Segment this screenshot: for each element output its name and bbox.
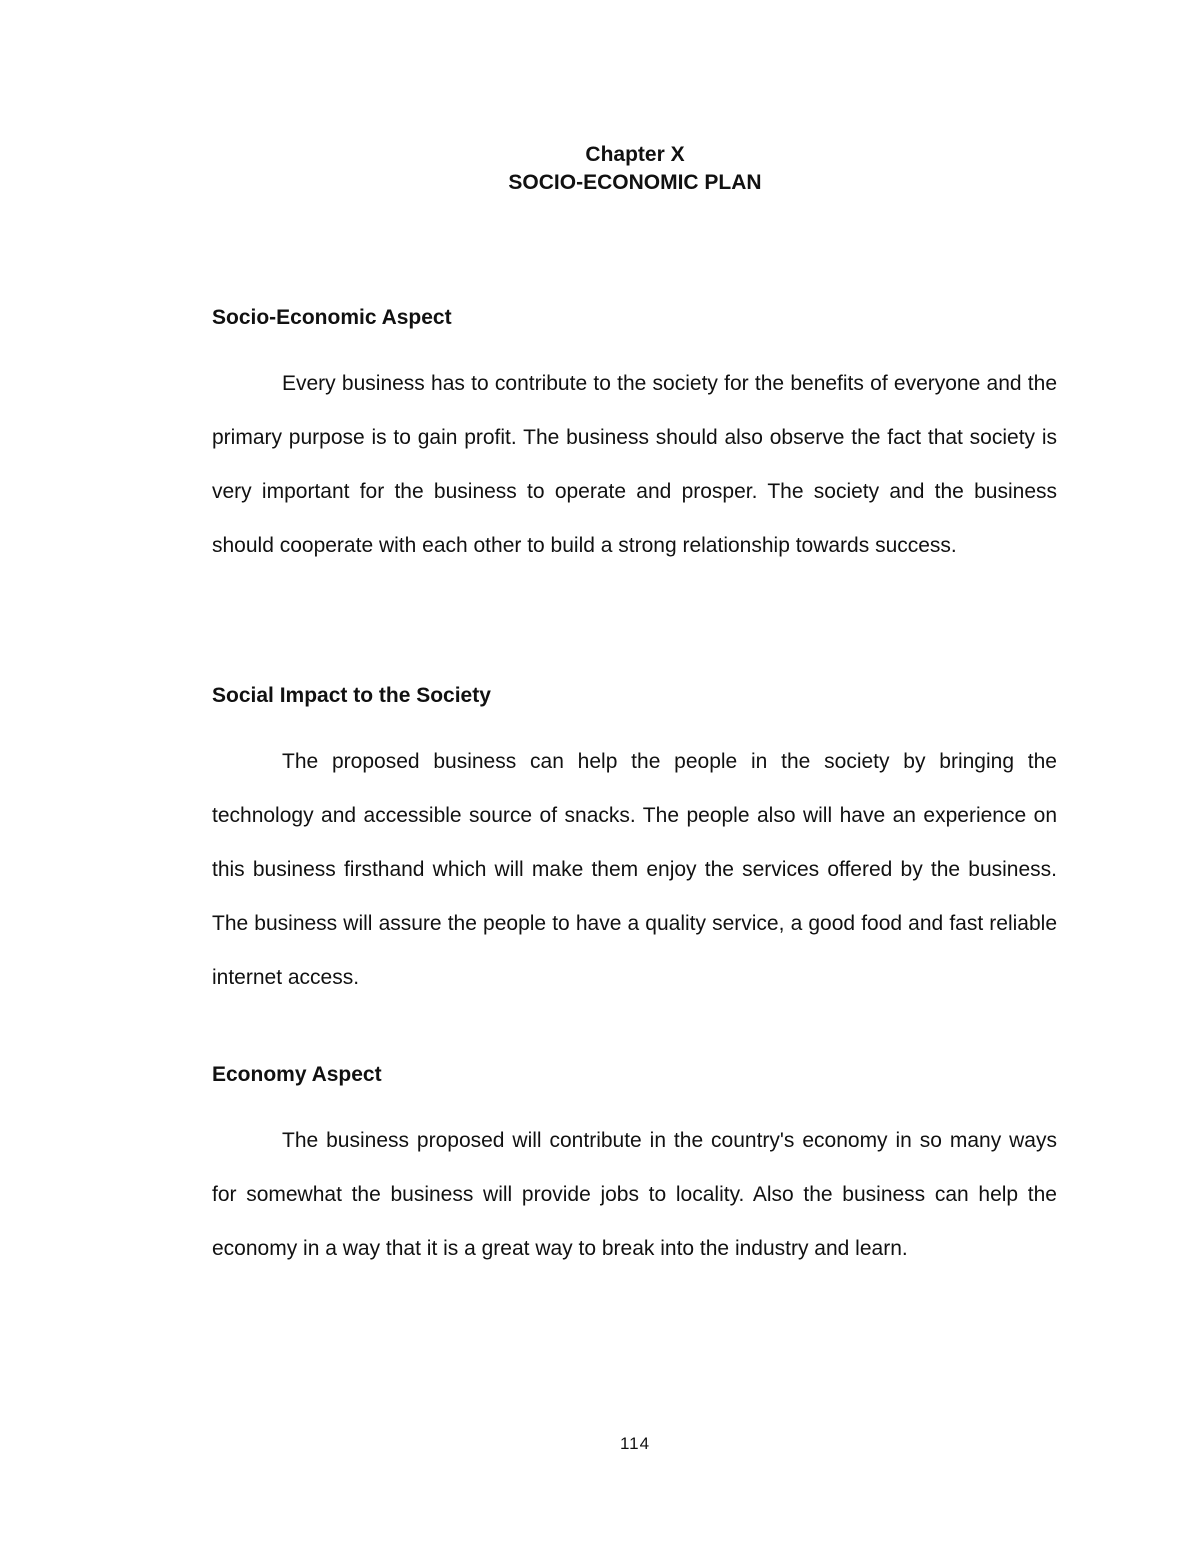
section-body: The proposed business can help the people in the society by bringing the technology and accessible source of snacks. The people also will have an experience on this business firsthand which will make them enjoy the services offered by the business. The business will assure the people to have a quality service, a good food and fast reliable internet access. — [212, 750, 1057, 989]
chapter-title: SOCIO-ECONOMIC PLAN — [508, 171, 762, 194]
chapter-heading — [0, 141, 1200, 197]
section-title: Social Impact to the Society — [212, 684, 491, 707]
section-body: The business proposed will contribute in the country's economy in so many ways for somewhat the business will provide jobs to locality. Also the business can help the economy in a way that it is a great way to break into the industry and learn. — [212, 1129, 1057, 1260]
section-title: Socio-Economic Aspect — [212, 306, 452, 329]
section-socio-economic-aspect — [212, 303, 1057, 573]
section-social-impact — [212, 681, 1057, 1005]
section-title: Economy Aspect — [212, 1063, 382, 1086]
section-body: Every business has to contribute to the society for the benefits of everyone and the primary purpose is to gain profit. The business should also observe the fact that society is very important for the business to operate and prosper. The society and the business should cooperate with each other to build a strong relationship towards success. — [212, 372, 1057, 557]
section-economy-aspect — [212, 1060, 1057, 1276]
page-number: 114 — [619, 1434, 651, 1453]
chapter-label: Chapter X — [585, 143, 685, 166]
